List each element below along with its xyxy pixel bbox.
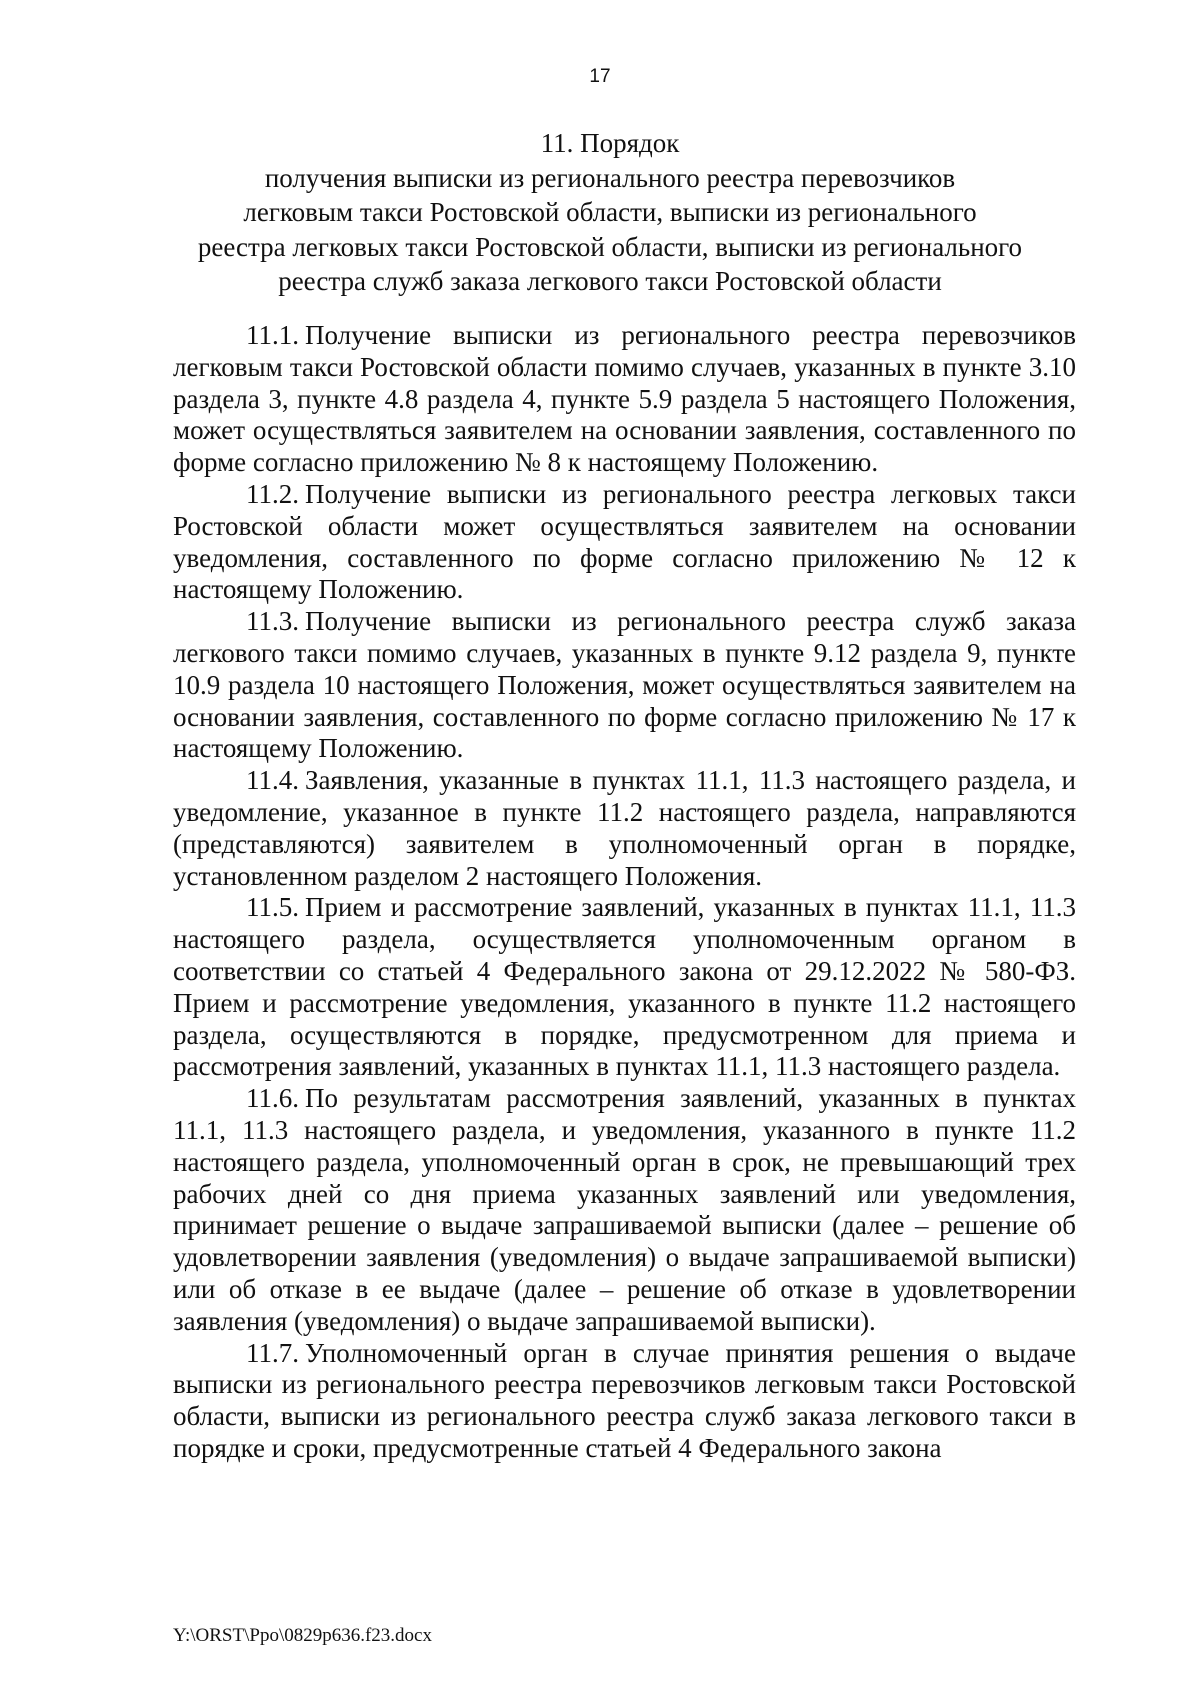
paragraph-11-5 (173, 892, 1076, 1083)
paragraph-11-3 (173, 606, 1076, 765)
paragraph-number: 11.2. (246, 478, 299, 509)
heading-line: 11. Порядок (540, 128, 680, 158)
paragraph-number: 11.6. (246, 1083, 299, 1114)
section-heading (160, 126, 1060, 299)
paragraph-11-4 (173, 765, 1076, 892)
footer-file-path: Y:\ORST\Ppo\0829p636.f23.docx (173, 1625, 432, 1646)
paragraph-text: Получение выписки из регионального реестра легковых такси Ростовской области может осуществляться заявителем на основании уведомления, составленного по форме согласно приложению № 12 к настоящему Положению. (173, 478, 1076, 605)
heading-line: реестра служб заказа легкового такси Ростовской области (278, 266, 942, 297)
paragraph-number: 11.5. (246, 892, 299, 923)
paragraph-number: 11.7. (246, 1337, 299, 1368)
paragraph-text: Уполномоченный орган в случае принятия решения о выдаче выписки из регионального реестра перевозчиков легковым такси Ростовской области, выписки из регионального реестра служб заказа легкового такси в порядке и сроки, предусмотренные статьей 4 Федерального закона (173, 1337, 1076, 1463)
paragraph-11-6 (173, 1083, 1076, 1337)
paragraph-11-7 (173, 1338, 1076, 1465)
paragraph-text: Получение выписки из регионального реестра перевозчиков легковым такси Ростовской области помимо случаев, указанных в пункте 3.10 раздела 3, пункте 4.8 раздела 4, пункте 5.9 раздела 5 настоящего Положения, может осуществляться заявителем на основании заявления, составленного по форме согласно приложению № 8 к настоящему Положению. (173, 320, 1076, 478)
heading-line: реестра легковых такси Ростовской области, выписки из регионального (197, 231, 1023, 262)
paragraph-text: Получение выписки из регионального реестра служб заказа легкового такси помимо случаев, указанных в пункте 9.12 раздела 9, пункте 10.9 раздела 10 настоящего Положения, может осуществляться заявителем на основании заявления, составленного по форме согласно приложению № 17 к настоящему Положению. (173, 606, 1076, 764)
paragraph-number: 11.1. (246, 320, 299, 350)
paragraph-text: По результатам рассмотрения заявлений, указанных в пунктах 11.1, 11.3 настоящего раздела, и уведомления, указанного в пункте 11.2 настоящего раздела, уполномоченный орган в срок, не превышающий трех рабочих дней со дня приема указанных заявлений или уведомления, принимает решение о выдаче запрашиваемой выписки (далее – решение об удовлетворении заявления (уведомления) о выдаче запрашиваемой выписки) или об отказе в ее выдаче (далее – решение об отказе в удовлетворении заявления (уведомления) о выдаче запрашиваемой выписки). (173, 1083, 1076, 1336)
paragraph-11-1 (173, 320, 1076, 479)
document-body (173, 320, 1076, 1465)
paragraph-number: 11.3. (246, 606, 299, 637)
paragraph-text: Заявления, указанные в пунктах 11.1, 11.3 настоящего раздела, и уведомление, указанное в пункте 11.2 настоящего раздела, направляются (представляются) заявителем в уполномоченный орган в порядке, установленном разделом 2 настоящего Положения. (173, 765, 1076, 891)
heading-line: получения выписки из регионального реестра перевозчиков (264, 162, 956, 193)
paragraph-text: Прием и рассмотрение заявлений, указанных в пунктах 11.1, 11.3 настоящего раздела, осуществляется уполномоченным органом в соответствии со статьей 4 Федерального закона от 29.12.2022 № 580-ФЗ. Прием и рассмотрение уведомления, указанного в пункте 11.2 настоящего раздела, осуществляются в порядке, предусмотренном для приема и рассмотрения заявлений, указанных в пунктах 11.1, 11.3 настоящего раздела. (173, 892, 1076, 1082)
page-number: 17 (589, 66, 611, 87)
paragraph-number: 11.4. (246, 765, 299, 796)
paragraph-11-2 (173, 479, 1076, 606)
heading-line: легковым такси Ростовской области, выписки из регионального (243, 197, 977, 228)
